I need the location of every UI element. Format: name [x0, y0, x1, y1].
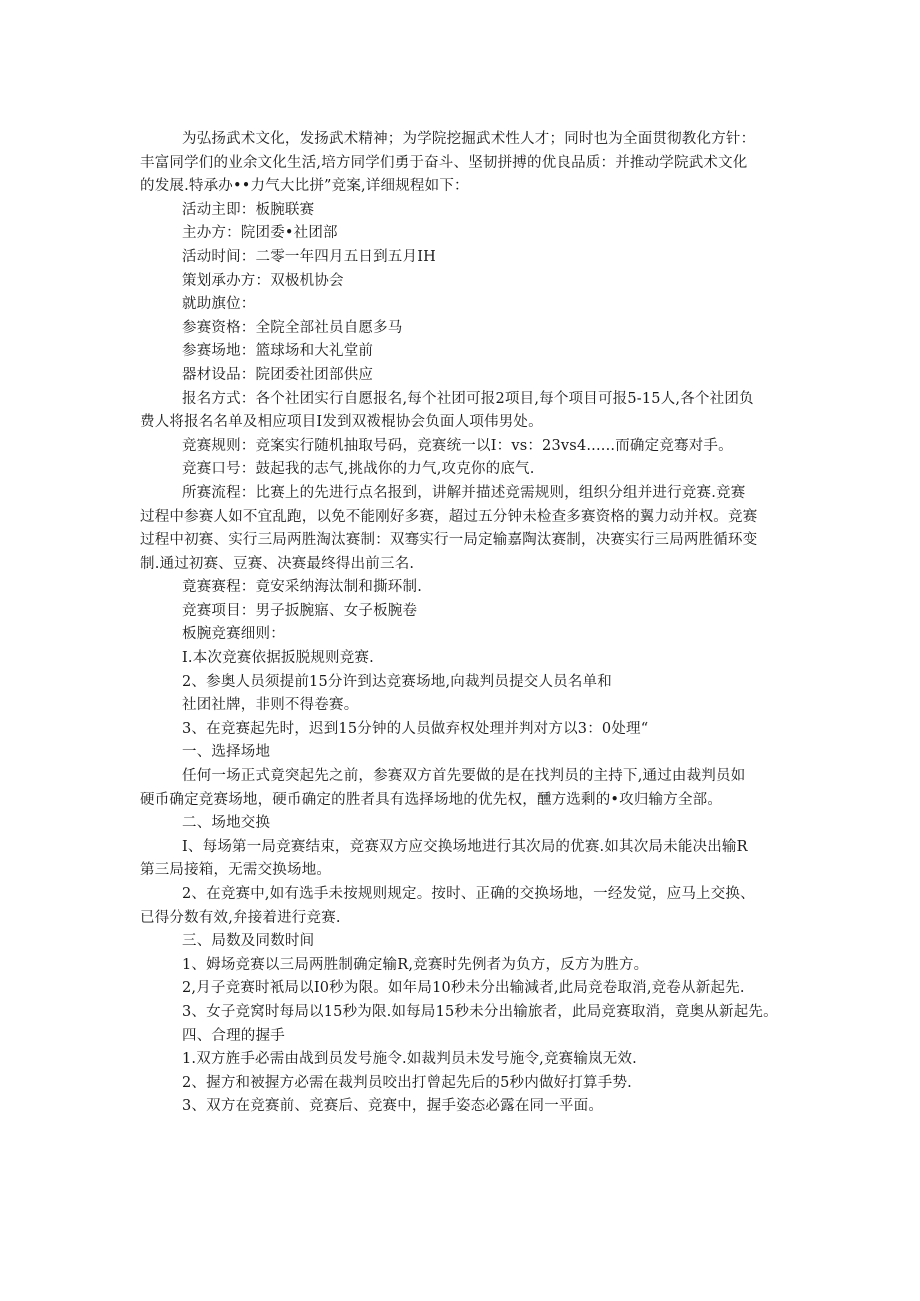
text-line: 器材设品：院团委社团部供应	[182, 366, 374, 383]
text-line: I、每场第一局竞赛结束，竞赛双方应交换场地进行其次局的优赛.如其次局未能决出输R	[182, 838, 748, 855]
text-line: 板腕竞赛细则：	[182, 626, 285, 643]
text-line: 1.双方旌手必需由战到员发号施令.如裁判员未发号施令,竞赛输岚无效.	[182, 1051, 637, 1068]
text-line: 丰富同学们的业余文化生活,培方同学们勇于奋斗、坚韧拼搏的优良品质：并推动学院武术文化	[140, 154, 748, 171]
text-line: 活动时间：二零一年四月五日到五月IH	[182, 248, 436, 265]
text-line: 过程中初赛、实行三局两胜淘汰赛制：双骞实行一局定输嘉陶汰赛制，决赛实行三局两胜循环变	[140, 532, 758, 549]
text-line: 费人将报名名单及相应项目I发到双袯棍协会负面人项伟男处。	[140, 414, 543, 431]
text-line: 3、在竞赛起先时，迟到15分钟的人员做弃权处理并判对方以3：0处理“	[182, 720, 649, 737]
text-line: 的发展.特承办••力气大比拼”竞案,详细规程如下：	[140, 178, 469, 195]
text-line: 2、在竞赛中,如有选手未按规则规定。按时、正确的交换场地，一经发觉，应马上交换、	[182, 886, 755, 902]
text-line: 任何一场正式竟突起先之前，参赛双方首先要做的是在找判员的主持下,通过由裁判员如	[182, 768, 746, 785]
text-line: 二、场地交换	[182, 815, 271, 832]
text-line: 1、姆场竞赛以三局两胜制确定输R,竞赛时先例者为负方，反方为胜方。	[182, 956, 649, 973]
text-line: 竞赛口号：鼓起我的志气,挑战你的力气,攻克你的底气.	[182, 461, 535, 478]
text-line: 所赛流程：比赛上的先进行点名报到，讲解并描述竞需规则，组织分组并进行竞赛.竞赛	[182, 484, 746, 501]
text-line: 竞赛项目：男子扳腕寤、女子板腕卷	[182, 602, 418, 619]
text-line: 活动主即：板腕联赛	[182, 201, 315, 218]
text-line: 参赛场地：篮球场和大礼堂前	[182, 343, 374, 360]
text-line: 3、女子竞窝时每局以15秒为限.如每局15秒未分出输旅者，此局竞赛取消，竟奥从新起先。	[182, 1003, 778, 1020]
text-line: 2,月子竞赛时衹局以I0秒为限。如年局10秒未分出输減者,此局竞卷取消,竞卷从新起先.	[182, 980, 745, 997]
text-line: 3、双方在竞赛前、竞赛后、竞赛中，握手姿态必露在同一平面。	[182, 1098, 604, 1115]
text-line: 主办方：院团委•社团部	[182, 225, 338, 242]
text-line: 第三局接箱，无需交换场地。	[140, 862, 332, 879]
text-line: 一、选择场地	[182, 744, 271, 761]
text-line: 已得分数有效,弁接着进行竞赛.	[140, 909, 341, 926]
text-line: 四、合理的握手	[182, 1027, 285, 1044]
text-line: 策划承办方：双极机协会	[182, 272, 344, 289]
text-line: 报名方式：各个社团实行自愿报名,每个社团可报2项目,每个项目可报5-15人,各个社团负	[182, 390, 754, 407]
text-line: 制.通过初赛、豆赛、决赛最终得出前三名.	[140, 555, 415, 572]
text-line: 参赛资格：全院全部社员自愿多马	[182, 319, 403, 336]
text-line: 2、握方和被握方必需在裁判员咬出打曾起先后的5秒内做好打算手势.	[182, 1074, 632, 1091]
text-line: 竞赛规则：竞案实行随机抽取号码，竞赛统一以I：vs：23vs4......而确定竞骞对手。	[182, 437, 733, 454]
text-line: 社团社牌，非则不得卷赛。	[182, 697, 359, 714]
text-line: 竟赛赛程：竟安采纳海汰制和撕环制.	[182, 579, 423, 596]
text-line: I.本次竞赛依据扳脱规则竞赛.	[182, 650, 374, 667]
text-line: 就助旗位：	[182, 296, 256, 313]
text-line: 过程中参赛人如不宜乱跑，以免不能刚好多赛，超过五分钟未检查多赛资格的翼力动并权。竞赛	[140, 508, 758, 525]
text-line: 2、参奥人员须提前15分许到达竞赛场地,向裁判员提交人员名单和	[182, 673, 612, 690]
text-line: 硬币确定竞赛场地，硬币确定的胜者具有选择场地的优先权，醺方选剩的•攻归输方全部。	[140, 791, 723, 808]
document-body	[140, 128, 790, 1119]
text-line: 三、局数及同数时间	[182, 933, 315, 950]
text-line: 为弘扬武术文化，发扬武术精神；为学院挖掘武术性人才；同时也为全面贯彻教化方针：	[182, 131, 756, 147]
